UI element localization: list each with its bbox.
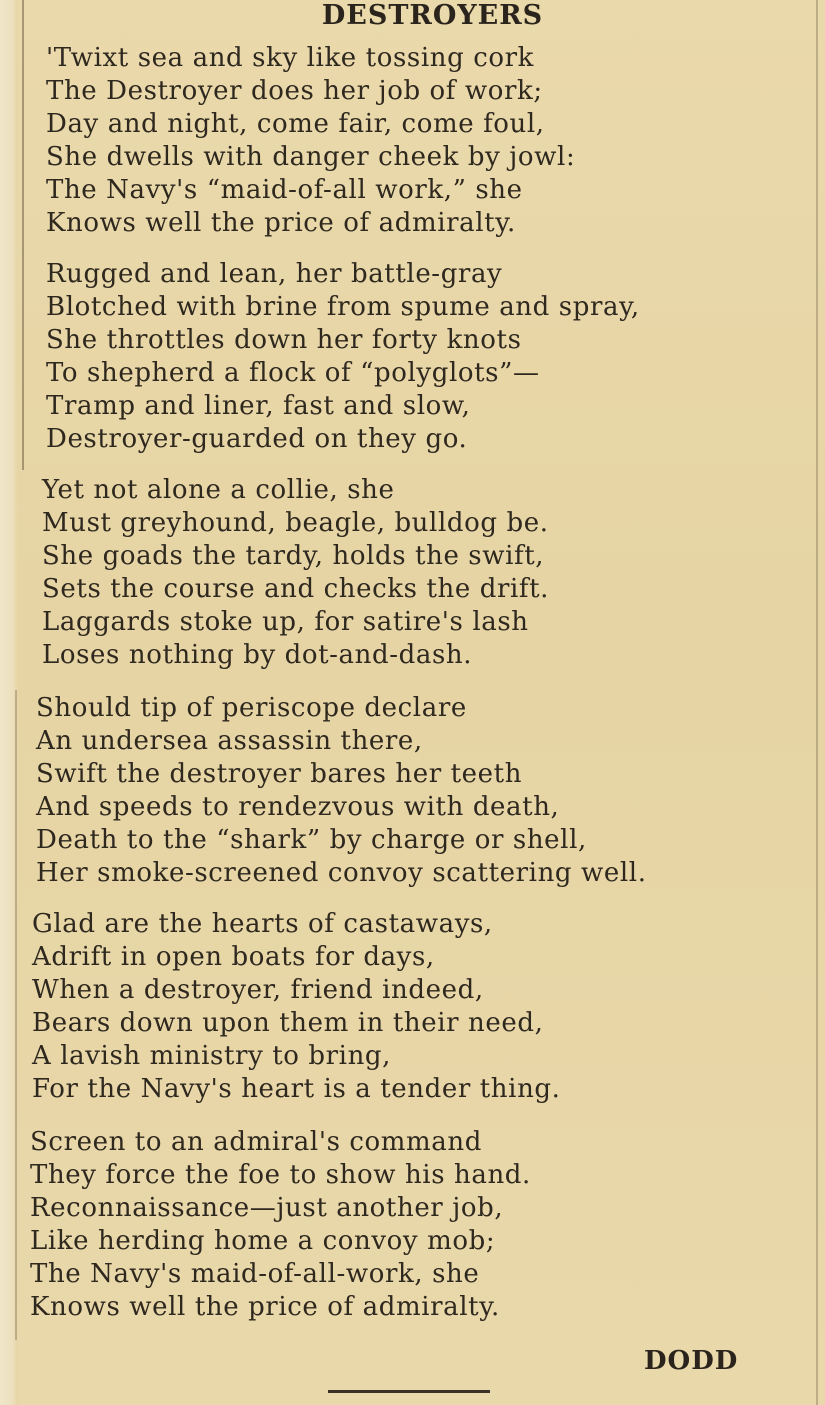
poem-line: Knows well the price of admiralty.	[30, 1292, 500, 1322]
poem-line: Like herding home a convoy mob;	[30, 1226, 496, 1256]
poem-line: Day and night, come fair, come foul,	[46, 109, 545, 139]
poem-line: Swift the destroyer bares her teeth	[36, 759, 523, 789]
poem-line: She throttles down her forty knots	[46, 325, 522, 355]
column-rule-left-lower	[15, 690, 17, 1340]
poem-line: And speeds to rendezvous with death,	[36, 792, 560, 822]
poem-line: Blotched with brine from spume and spray,	[46, 292, 640, 322]
poem-line: Rugged and lean, her battle-gray	[46, 259, 503, 289]
poem-line: To shepherd a flock of “polyglots”—	[46, 358, 540, 388]
author-signature: DODD	[644, 1346, 739, 1376]
end-rule	[328, 1390, 490, 1393]
poem-line: The Navy's maid-of-all-work, she	[30, 1259, 480, 1289]
poem-line: Screen to an admiral's command	[30, 1127, 482, 1157]
poem-line: Tramp and liner, fast and slow,	[46, 391, 471, 421]
poem-line: An undersea assassin there,	[36, 726, 423, 756]
poem-line: A lavish ministry to bring,	[32, 1041, 392, 1071]
poem-line: Death to the “shark” by charge or shell,	[36, 825, 587, 855]
poem-line: She dwells with danger cheek by jowl:	[46, 142, 576, 172]
column-rule-right	[816, 0, 818, 1405]
poem-line: Glad are the hearts of castaways,	[32, 909, 493, 939]
poem-line: The Navy's “maid-of-all work,” she	[46, 175, 523, 205]
poem-line: Destroyer-guarded on they go.	[46, 424, 468, 454]
poem-line: For the Navy's heart is a tender thing.	[32, 1074, 561, 1104]
poem-line: Her smoke-screened convoy scattering well.	[36, 858, 647, 888]
column-rule-left-upper	[22, 0, 24, 470]
poem-line: Sets the course and checks the drift.	[42, 574, 550, 604]
poem-line: Yet not alone a collie, she	[42, 475, 395, 505]
poem-line: Bears down upon them in their need,	[32, 1008, 544, 1038]
poem-line: Must greyhound, beagle, bulldog be.	[42, 508, 549, 538]
poem-line: The Destroyer does her job of work;	[46, 76, 543, 106]
poem-line: They force the foe to show his hand.	[30, 1160, 531, 1190]
poem-line: Adrift in open boats for days,	[32, 942, 435, 972]
poem-title: DESTROYERS	[321, 0, 544, 31]
poem-line: When a destroyer, friend indeed,	[32, 975, 484, 1005]
poem-line: Knows well the price of admiralty.	[46, 208, 516, 238]
poem-line: Reconnaissance—just another job,	[30, 1193, 504, 1223]
poem-line: Laggards stoke up, for satire's lash	[42, 607, 529, 637]
poem-line: Should tip of periscope declare	[36, 693, 467, 723]
poem-line: 'Twixt sea and sky like tossing cork	[46, 43, 535, 73]
poem-line: Loses nothing by dot-and-dash.	[42, 640, 473, 670]
poem-line: She goads the tardy, holds the swift,	[42, 541, 545, 571]
